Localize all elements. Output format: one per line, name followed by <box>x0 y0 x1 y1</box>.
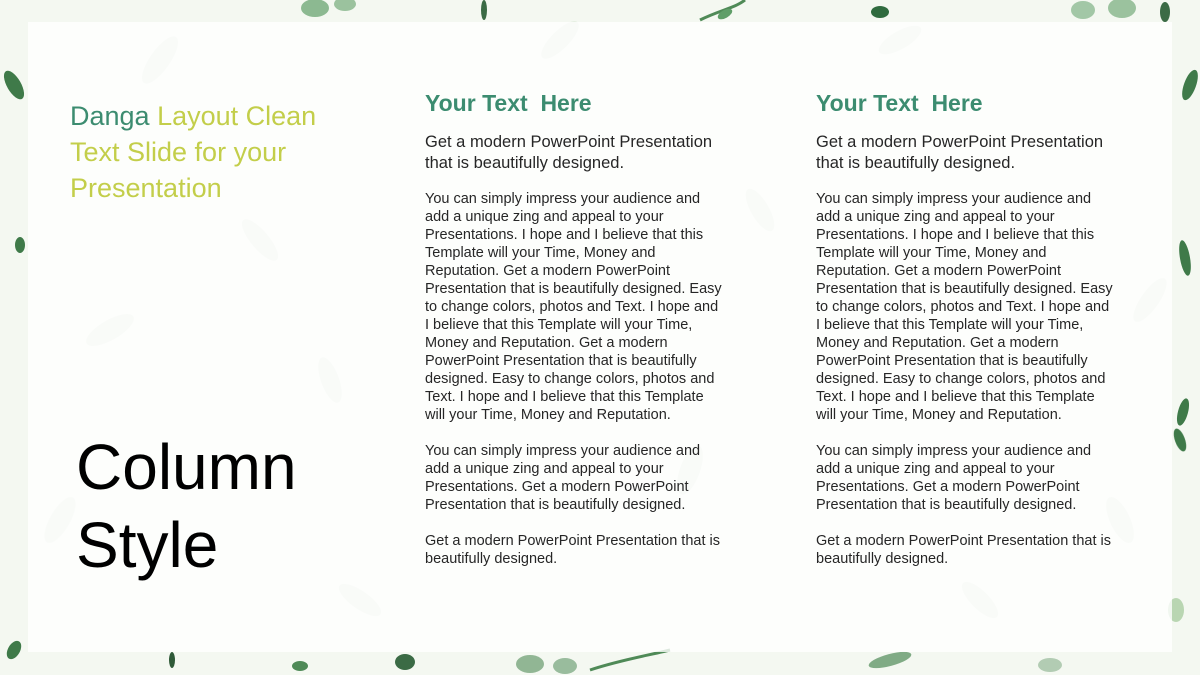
heading-brand-word: Danga <box>70 101 150 131</box>
column-paragraph-1: You can simply impress your audience and add a unique zing and appeal to your Presentations. I hope and I believe that this Template will your Time, Money and Reputation. Get a modern PowerPoint Presentation that is beautifully designed. Easy to change colors, photos and Text. I hope and I believe that this Template will your Time, Money and Reputation. Get a modern PowerPoint Presentation that is beautifully designed. Easy to change colors, photos and Text. I hope and I believe that this Template will your Time, Money and Reputation. <box>816 191 1113 423</box>
column-subheading: Get a modern PowerPoint Presentation that is beautifully designed. <box>816 133 1104 172</box>
column-paragraph-2: You can simply impress your audience and add a unique zing and appeal to your Presentations. Get a modern PowerPoint Presentation that is beautifully designed. <box>816 443 1092 513</box>
column-paragraph-1: You can simply impress your audience and add a unique zing and appeal to your Presentations. I hope and I believe that this Template will your Time, Money and Reputation. Get a modern PowerPoint Presentation that is beautifully designed. Easy to change colors, photos and Text. I hope and I believe that this Template will your Time, Money and Reputation. Get a modern PowerPoint Presentation that is beautifully designed. Easy to change colors, photos and Text. I hope and I believe that this Template will your Time, Money and Reputation. <box>425 191 722 423</box>
column-subheading: Get a modern PowerPoint Presentation that is beautifully designed. <box>425 133 713 172</box>
heading-rest: Layout Clean Text Slide for your Presentation <box>70 101 317 203</box>
column-heading: Your Text Here <box>425 90 592 116</box>
column-heading: Your Text Here <box>816 90 983 116</box>
column-paragraph-3: Get a modern PowerPoint Presentation that is beautifully designed. <box>425 533 720 567</box>
column-paragraph-2: You can simply impress your audience and add a unique zing and appeal to your Presentations. Get a modern PowerPoint Presentation that is beautifully designed. <box>425 443 701 513</box>
text-column-1 <box>425 88 740 586</box>
eucalyptus-leaf-decoration <box>301 0 1170 22</box>
text-column-2 <box>816 88 1131 586</box>
slide-heading <box>70 98 370 206</box>
column-paragraph-3: Get a modern PowerPoint Presentation that is beautifully designed. <box>816 533 1111 567</box>
big-title <box>76 428 297 584</box>
big-title-line1: Column <box>76 431 297 503</box>
big-title-line2: Style <box>76 509 219 581</box>
